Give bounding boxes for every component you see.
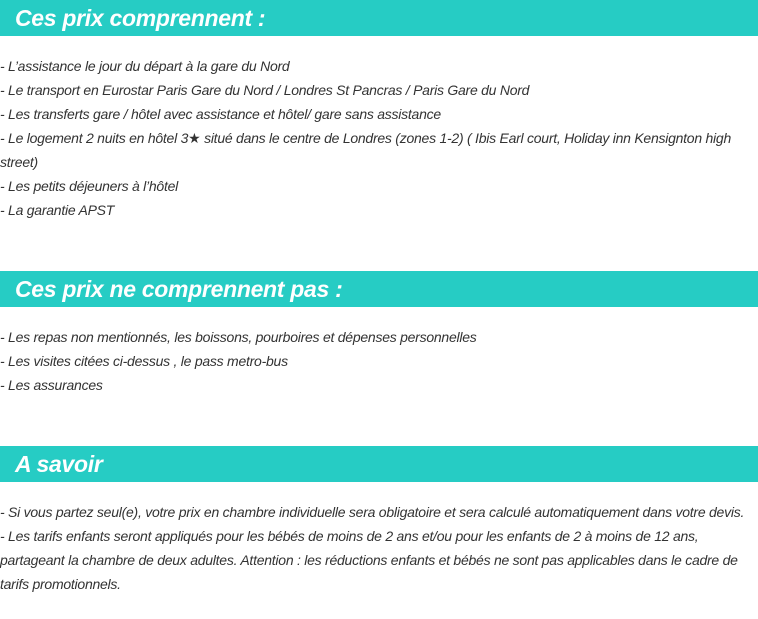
info-title: A savoir xyxy=(15,451,103,477)
included-item: - Les petits déjeuners à l’hôtel xyxy=(0,178,178,194)
info-item: - Si vous partez seul(e), votre prix en chambre individuelle sera obligatoire et sera calculé automatiquement dans votre devis. xyxy=(0,504,745,520)
info-list xyxy=(0,500,750,596)
included-title: Ces prix comprennent : xyxy=(15,5,266,31)
included-item: - Les transferts gare / hôtel avec assistance et hôtel/ gare sans assistance xyxy=(0,106,441,122)
included-item: - La garantie APST xyxy=(0,202,115,218)
excluded-title: Ces prix ne comprennent pas : xyxy=(15,276,343,302)
included-item: - Le logement 2 nuits en hôtel 3★ situé dans le centre de Londres (zones 1-2) ( Ibis Earl court, Holiday inn Kensignton high street) xyxy=(0,130,731,170)
included-item: - Le transport en Eurostar Paris Gare du Nord / Londres St Pancras / Paris Gare du Nord xyxy=(0,82,530,98)
excluded-list xyxy=(0,325,750,397)
info-item: - Les tarifs enfants seront appliqués pour les bébés de moins de 2 ans et/ou pour les enfants de 2 à moins de 12 ans, partageant la chambre de deux adultes. Attention : les réductions enfants et bébés ne sont pas applicables dans le cadre de tarifs promotionnels. xyxy=(0,528,738,592)
excluded-item: - Les visites citées ci-dessus , le pass metro-bus xyxy=(0,353,288,369)
info-section-header xyxy=(0,446,758,482)
included-item: - L’assistance le jour du départ à la gare du Nord xyxy=(0,58,290,74)
excluded-item: - Les assurances xyxy=(0,377,103,393)
excluded-section-header xyxy=(0,271,758,307)
included-section-header xyxy=(0,0,758,36)
included-list xyxy=(0,54,750,222)
excluded-item: - Les repas non mentionnés, les boissons, pourboires et dépenses personnelles xyxy=(0,329,477,345)
